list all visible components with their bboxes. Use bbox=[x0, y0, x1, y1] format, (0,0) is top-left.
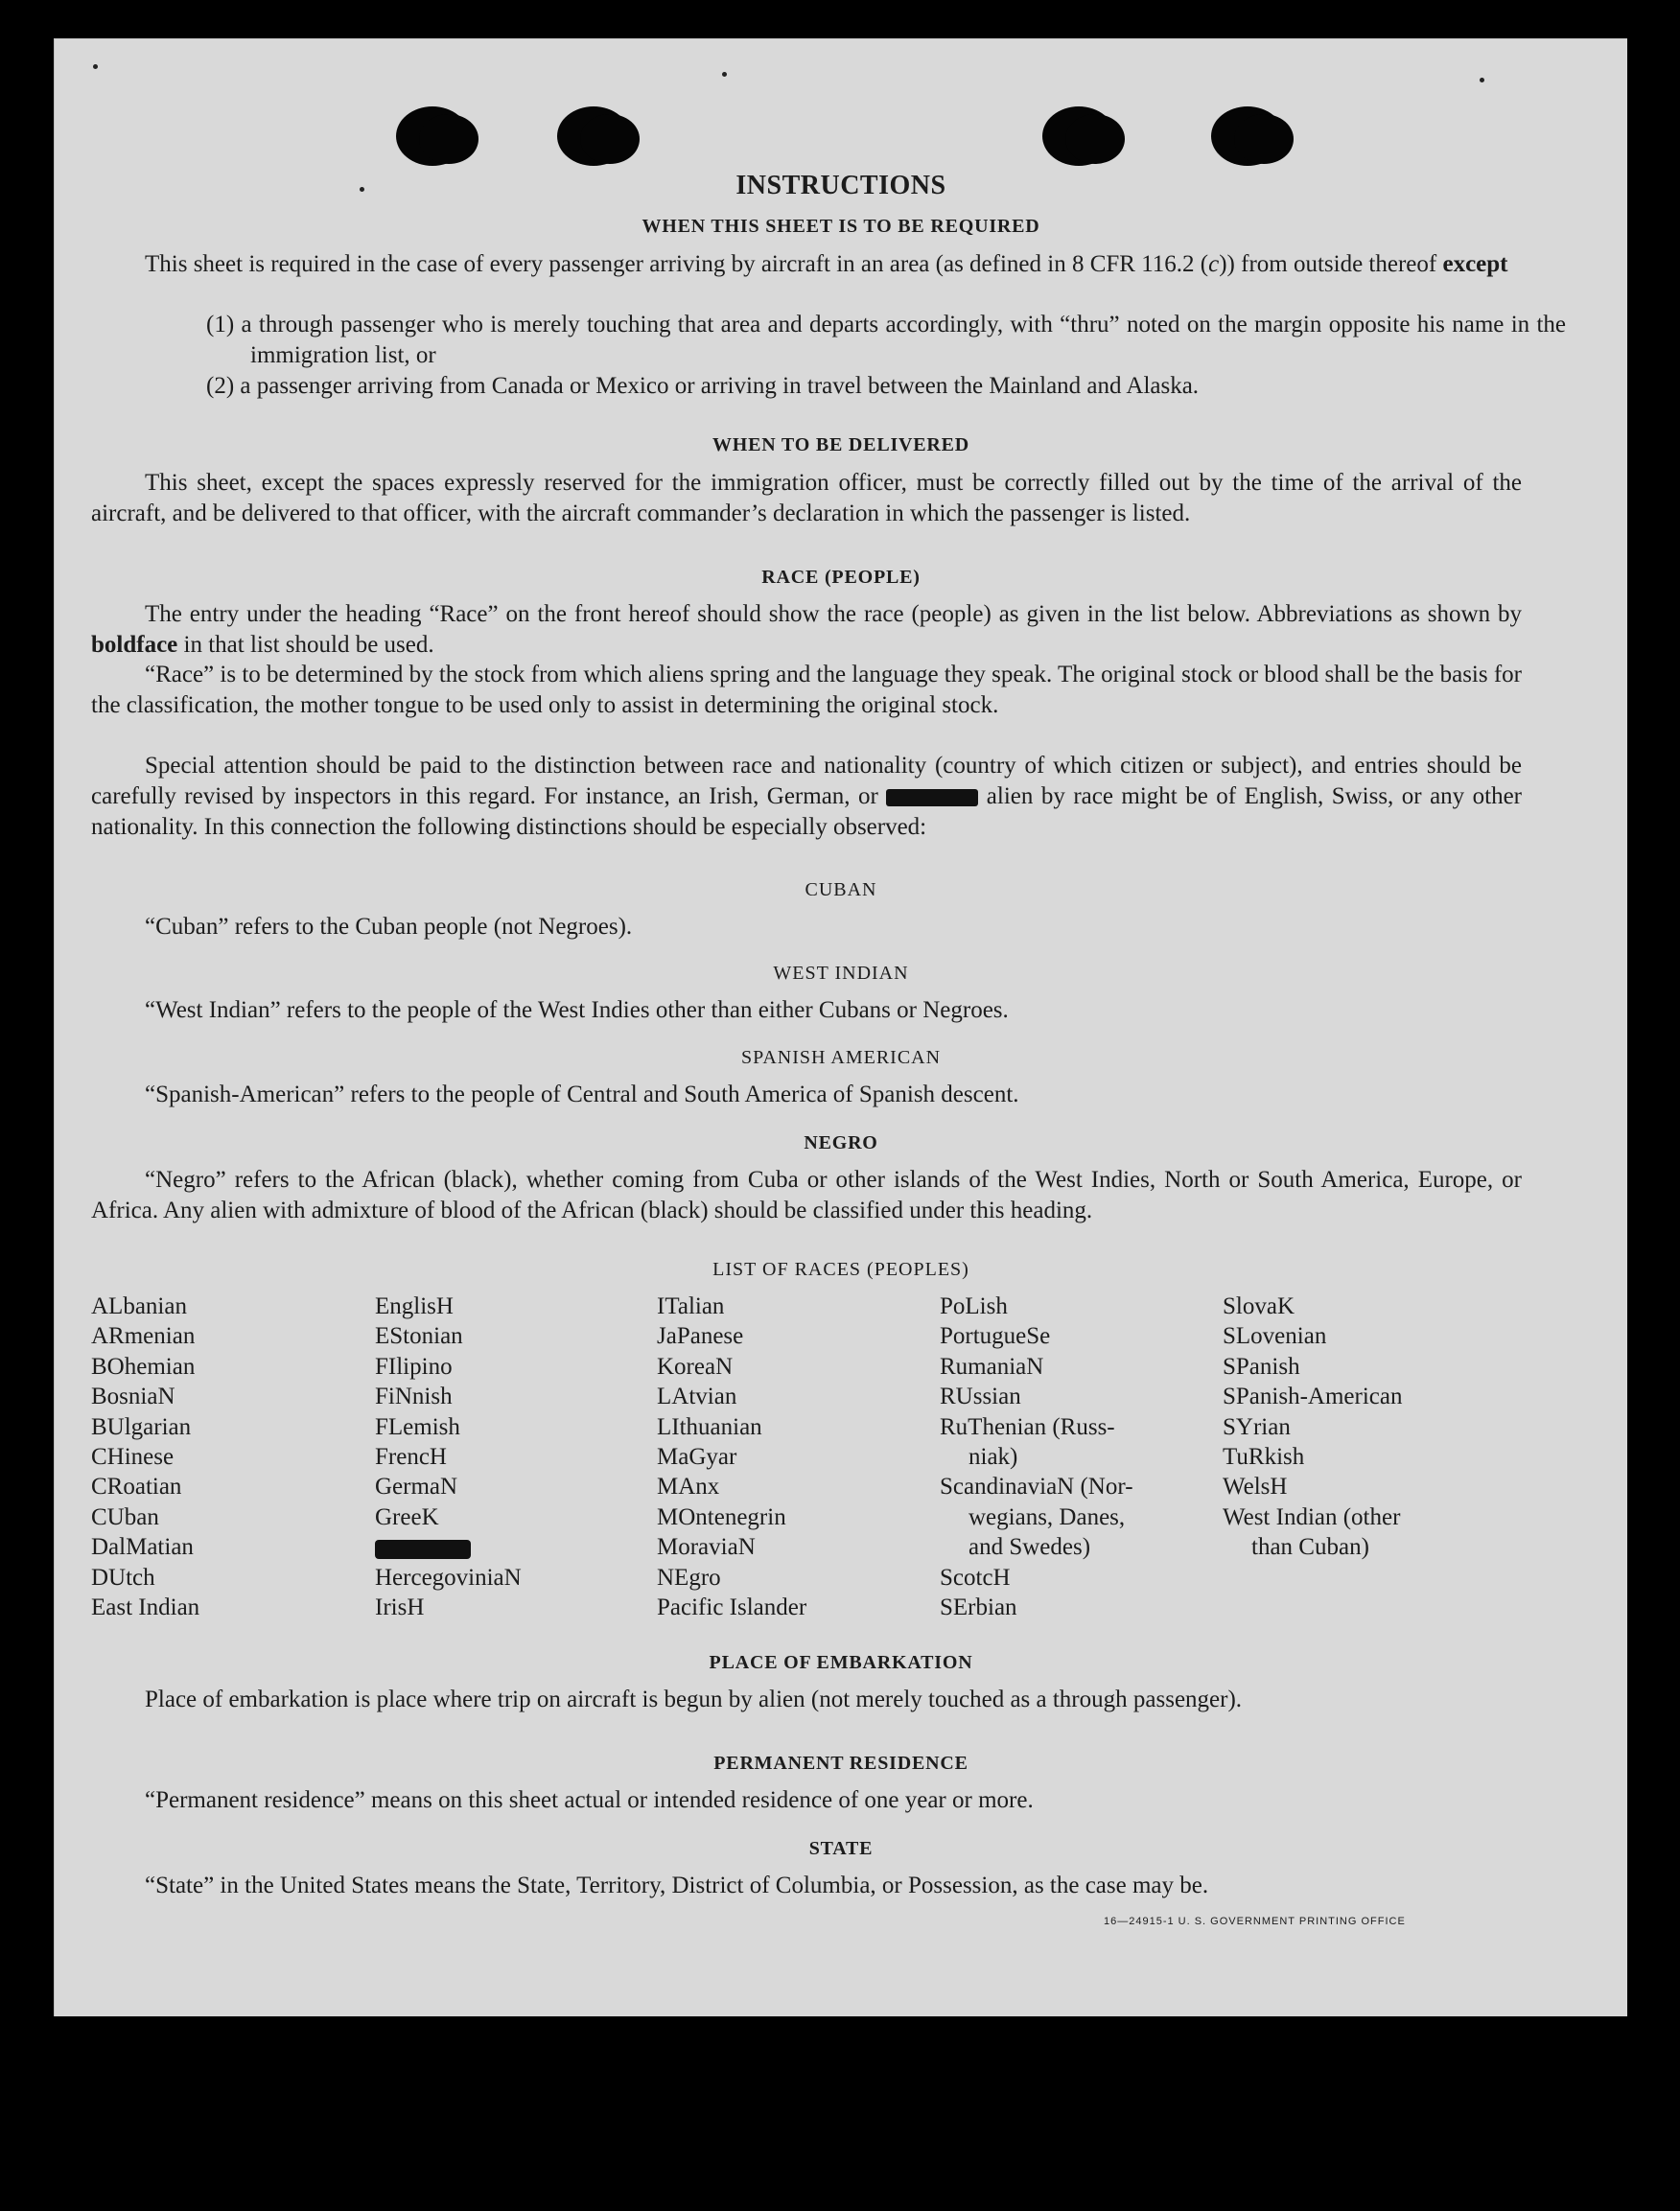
printer-imprint: 16—24915-1 U. S. GOVERNMENT PRINTING OFFICE bbox=[1104, 1916, 1406, 1927]
heading-delivered: WHEN TO BE DELIVERED bbox=[712, 434, 970, 455]
race-entry: WelsH bbox=[1223, 1474, 1288, 1501]
race-p1-text: The entry under the heading “Race” on the front hereof should show the race (people) as given in the list below. Abbreviations as shown by bbox=[145, 601, 1522, 627]
required-item-2: (2) a passenger arriving from Canada or Mexico or arriving in travel between the Mainland and Alaska. bbox=[206, 373, 1200, 399]
race-entry: FLemish bbox=[375, 1413, 460, 1440]
race-entry: PoLish bbox=[940, 1293, 1008, 1319]
race-entry: FIlipino bbox=[375, 1353, 453, 1380]
document-sheet bbox=[54, 38, 1627, 2016]
race-entry-continued: wegians, Danes, bbox=[968, 1503, 1126, 1530]
punch-hole bbox=[557, 106, 630, 166]
delivered-text: This sheet, except the spaces expressly reserved for the immigration officer, must be correctly filled out by the time of the arrival of the aircraft, and be delivered to that officer, with the aircraft commander’s declaration in which the passenger is listed. bbox=[91, 470, 1522, 526]
spanish-american-text: “Spanish-American” refers to the people of Central and South America of Spanish descent. bbox=[145, 1082, 1019, 1107]
race-entry: BosniaN bbox=[91, 1384, 175, 1410]
speck bbox=[1480, 78, 1484, 82]
race-entry: MOntenegrin bbox=[657, 1503, 786, 1530]
race-entry: MaGyar bbox=[657, 1444, 737, 1471]
required-intro-text-b: )) from outside thereof bbox=[1219, 251, 1443, 277]
page-title: INSTRUCTIONS bbox=[735, 171, 946, 200]
race-entry: SPanish bbox=[1223, 1353, 1300, 1380]
race-entry: West Indian (other bbox=[1223, 1503, 1401, 1530]
embarkation-text: Place of embarkation is place where trip on aircraft is begun by alien (not merely touched as a through passenger). bbox=[145, 1687, 1243, 1712]
race-entry: EStonian bbox=[375, 1323, 463, 1350]
race-entry: KoreaN bbox=[657, 1353, 734, 1380]
race-entry: East Indian bbox=[91, 1594, 200, 1621]
speck bbox=[93, 64, 98, 69]
required-intro bbox=[91, 249, 1522, 280]
race-p3-text-b: alien by race might be of English, Swiss, or any other nationality. In this connection the following distinctions should be especially observed: bbox=[91, 783, 1523, 840]
redaction-mark bbox=[375, 1540, 471, 1559]
race-entry: DalMatian bbox=[91, 1534, 194, 1561]
race-entry: SErbian bbox=[940, 1594, 1017, 1621]
race-paragraph-1 bbox=[91, 599, 1522, 661]
required-item-1: (1) a through passenger who is merely touching that area and departs accordingly, with “thru” noted on the margin opposite his name in the immigration list, or bbox=[206, 312, 1566, 368]
race-p1-text-b: in that list should be used. bbox=[177, 632, 434, 658]
race-entry: PortugueSe bbox=[940, 1323, 1051, 1350]
west-indian-text: “West Indian” refers to the people of the West Indies other than either Cubans or Negroes. bbox=[145, 997, 1009, 1023]
heading-negro: NEGRO bbox=[804, 1132, 878, 1153]
heading-state: STATE bbox=[808, 1838, 874, 1859]
race-entry: ScandinaviaN (Nor- bbox=[940, 1474, 1133, 1501]
race-entry: CHinese bbox=[91, 1444, 175, 1471]
heading-permanent-residence: PERMANENT RESIDENCE bbox=[713, 1753, 968, 1774]
race-entry: RuThenian (Russ- bbox=[940, 1413, 1115, 1440]
race-entry: SYrian bbox=[1223, 1413, 1291, 1440]
heading-west-indian: WEST INDIAN bbox=[773, 963, 909, 984]
race-column-4 bbox=[940, 1292, 1133, 1622]
punch-hole bbox=[1042, 106, 1115, 166]
heading-required: WHEN THIS SHEET IS TO BE REQUIRED bbox=[642, 216, 1040, 237]
race-entry: RUssian bbox=[940, 1384, 1021, 1410]
heading-race: RACE (PEOPLE) bbox=[761, 567, 921, 588]
race-entry: FrencH bbox=[375, 1444, 447, 1471]
race-column-3 bbox=[657, 1292, 806, 1622]
heading-embarkation: PLACE OF EMBARKATION bbox=[709, 1652, 973, 1673]
heading-list-of-races: LIST OF RACES (PEOPLES) bbox=[712, 1259, 969, 1280]
required-intro-except: except bbox=[1442, 251, 1508, 277]
required-intro-letter: c bbox=[1208, 251, 1220, 277]
heading-spanish-american: SPANISH AMERICAN bbox=[740, 1047, 942, 1068]
race-entry: ScotcH bbox=[940, 1564, 1011, 1591]
race-entry: JaPanese bbox=[657, 1323, 744, 1350]
race-paragraph-2: “Race” is to be determined by the stock from which aliens spring and the language they speak. The original stock or blood shall be the basis for the classification, the mother tongue to be used only to assist in determining the original stock. bbox=[91, 662, 1522, 718]
race-entry: ITalian bbox=[657, 1293, 725, 1319]
race-entry: LIthuanian bbox=[657, 1413, 762, 1440]
punch-hole bbox=[396, 106, 469, 166]
race-entry: IrisH bbox=[375, 1594, 425, 1621]
race-entry: BUlgarian bbox=[91, 1413, 192, 1440]
required-intro-text: This sheet is required in the case of every passenger arriving by aircraft in an area (as defined in 8 CFR 116.2 ( bbox=[145, 251, 1209, 277]
race-entry: MoraviaN bbox=[657, 1534, 756, 1561]
race-entry: FiNnish bbox=[375, 1384, 453, 1410]
race-entry: RumaniaN bbox=[940, 1353, 1044, 1380]
race-entry-continued: and Swedes) bbox=[968, 1534, 1091, 1561]
race-entry: SlovaK bbox=[1223, 1293, 1295, 1319]
race-entry: GermaN bbox=[375, 1474, 458, 1501]
redacted-race-entry bbox=[375, 1532, 522, 1562]
race-entry-continued: niak) bbox=[968, 1444, 1018, 1471]
race-column-5 bbox=[1223, 1292, 1402, 1563]
race-entry: MAnx bbox=[657, 1474, 720, 1501]
race-entry: LAtvian bbox=[657, 1384, 737, 1410]
heading-cuban: CUBAN bbox=[805, 879, 877, 900]
race-entry: GreeK bbox=[375, 1503, 439, 1530]
race-paragraph-3 bbox=[91, 751, 1522, 843]
cuban-text: “Cuban” refers to the Cuban people (not Negroes). bbox=[145, 914, 633, 940]
race-entry: BOhemian bbox=[91, 1353, 196, 1380]
race-entry: ARmenian bbox=[91, 1323, 196, 1350]
race-entry: CUban bbox=[91, 1503, 159, 1530]
race-entry: DUtch bbox=[91, 1564, 155, 1591]
race-entry: SLovenian bbox=[1223, 1323, 1327, 1350]
redaction-mark bbox=[886, 789, 978, 806]
race-entry: ALbanian bbox=[91, 1293, 187, 1319]
race-entry: NEgro bbox=[657, 1564, 721, 1591]
race-p3-text: Special attention should be paid to the distinction between race and nationality (country of which citizen or subject), and entries should be carefully revised by inspectors in this regard. For instance, an Irish, German, or bbox=[91, 753, 1522, 809]
speck bbox=[722, 72, 727, 77]
race-entry: HercegoviniaN bbox=[375, 1564, 522, 1591]
race-entry: SPanish-American bbox=[1223, 1384, 1403, 1410]
race-entry: TuRkish bbox=[1223, 1444, 1305, 1471]
punch-hole bbox=[1211, 106, 1284, 166]
race-column-2 bbox=[375, 1292, 522, 1622]
race-entry-continued: than Cuban) bbox=[1251, 1534, 1369, 1561]
state-text: “State” in the United States means the State, Territory, District of Columbia, or Possession, as the case may be. bbox=[145, 1873, 1209, 1898]
race-entry: EnglisH bbox=[375, 1293, 454, 1319]
race-entry: Pacific Islander bbox=[657, 1594, 807, 1621]
negro-text: “Negro” refers to the African (black), whether coming from Cuba or other islands of the West Indies, North or South America, Europe, or Africa. Any alien with admixture of blood of the African (black) should be classified under this heading. bbox=[91, 1167, 1522, 1223]
race-entry: CRoatian bbox=[91, 1474, 182, 1501]
race-column-1 bbox=[91, 1292, 199, 1622]
race-p1-bold: boldface bbox=[91, 632, 178, 658]
permanent-residence-text: “Permanent residence” means on this sheet actual or intended residence of one year or more. bbox=[145, 1787, 1034, 1813]
